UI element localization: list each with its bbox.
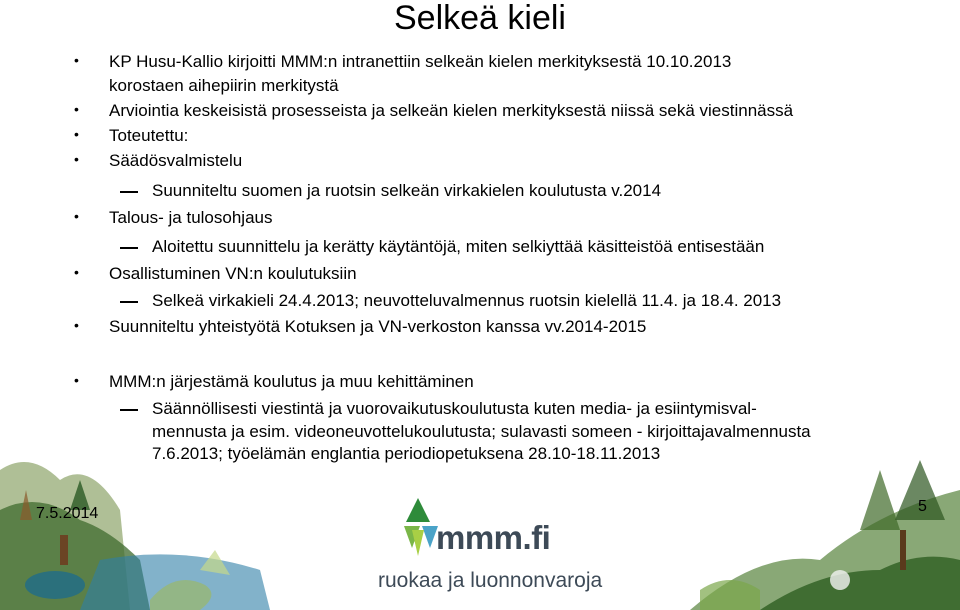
sub-list-item: Säännöllisesti viestintä ja vuorovaikutuskoulutusta kuten media- ja esiintymisval- [152,399,757,418]
list-item: MMM:n järjestämä koulutus ja muu kehittäminen [109,372,474,391]
sub-list-item-continuation: 7.6.2013; työelämän englantia periodiopetuksena 28.10-18.11.2013 [152,444,661,463]
dash-icon [120,247,138,249]
footer-date: 7.5.2014 [36,505,99,522]
bullet-icon: • [74,208,79,224]
sub-list-item: Selkeä virkakieli 24.4.2013; neuvotteluvalmennus ruotsin kielellä 11.4. ja 18.4. 2013 [152,291,782,310]
logo-text: mmm.fi [436,519,551,556]
bullet-icon: • [74,372,79,388]
bullet-icon: • [74,151,79,167]
list-item: Suunniteltu yhteistyötä Kotuksen ja VN-verkoston kanssa vv.2014-2015 [109,317,647,336]
bullet-icon: • [74,52,79,68]
slide-title: Selkeä kieli [394,0,566,37]
list-item: Arviointia keskeisistä prosesseista ja selkeän kielen merkityksestä niissä sekä viestinnässä [109,101,794,120]
list-item: Osallistuminen VN:n koulutuksiin [109,264,357,283]
bullet-icon: • [74,317,79,333]
dash-icon [120,301,138,303]
list-item: Talous- ja tulosohjaus [109,208,273,227]
sub-list-item: Suunniteltu suomen ja ruotsin selkeän virkakielen koulutusta v.2014 [152,181,662,200]
bullet-icon: • [74,264,79,280]
sub-list-item: Aloitettu suunnittelu ja kerätty käytäntöjä, miten selkiyttää käsitteistöä entisestään [152,237,765,256]
page-number: 5 [918,498,927,515]
list-item: KP Husu-Kallio kirjoitti MMM:n intranettiin selkeän kielen merkityksestä 10.10.2013 [109,52,732,71]
dash-icon [120,409,138,411]
bullet-icon: • [74,101,79,117]
sub-list-item-continuation: mennusta ja esim. videoneuvottelukoulutusta; sulavasti someen - kirjoittajavalmennusta [152,422,811,441]
list-item: Säädösvalmistelu [109,151,243,170]
list-item: Toteutettu: [109,126,189,145]
dash-icon [120,191,138,193]
logo-tagline: ruokaa ja luonnonvaroja [378,569,603,592]
mmm-logo-icon [396,496,440,560]
bullet-icon: • [74,126,79,142]
list-item-continuation: korostaen aihepiirin merkitystä [109,76,339,95]
